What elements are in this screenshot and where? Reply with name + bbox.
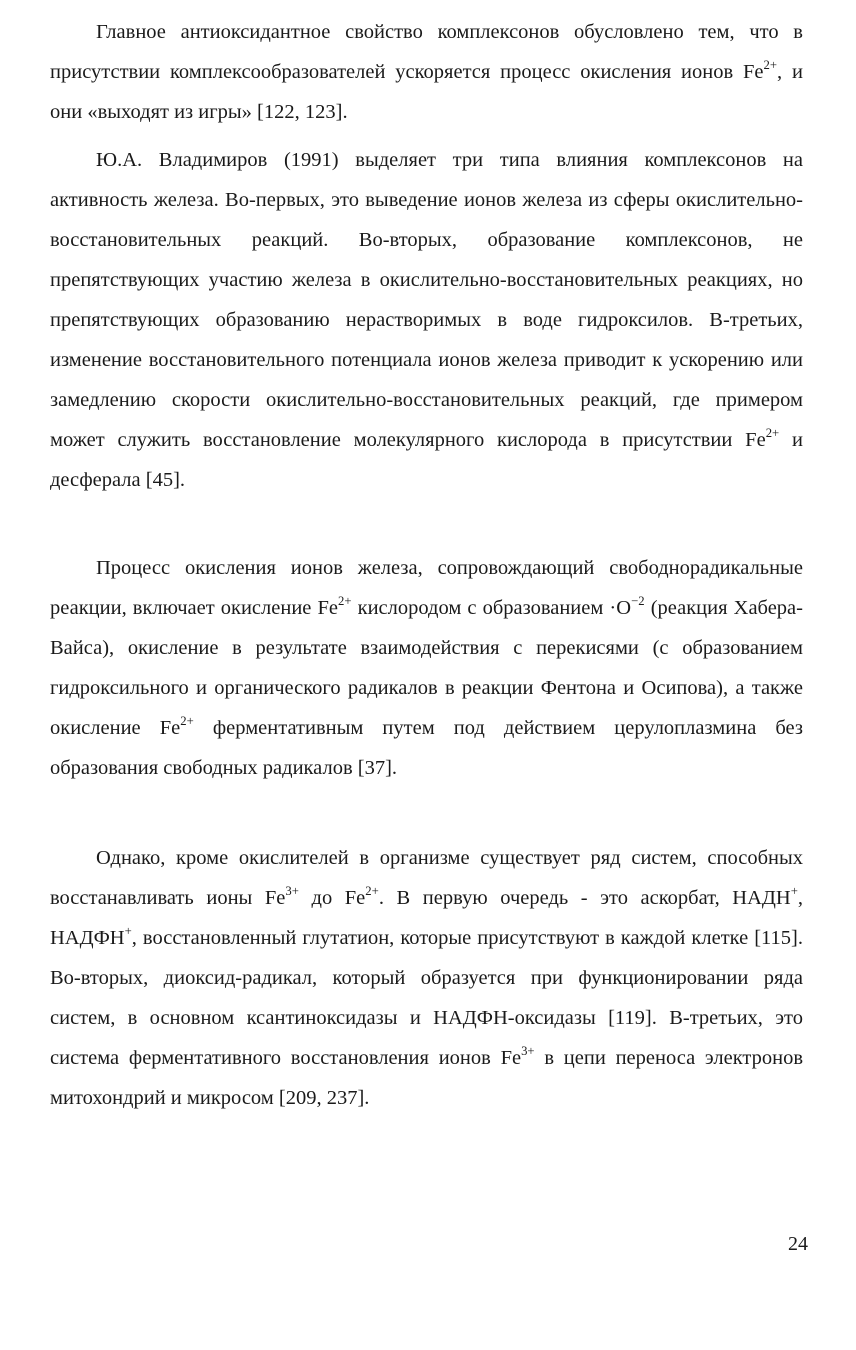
superscript: 3+	[285, 883, 299, 898]
text-segment: Главное антиоксидантное свойство комплексонов обусловлено тем, что в присутствии комплексообразователей ускоряется процесс окисления ионов Fe	[50, 21, 803, 83]
paragraph-4	[50, 838, 803, 1118]
text-segment: и десферала [45].	[50, 429, 803, 491]
text-segment: ферментативным путем под действием церулоплазмина без образования свободных радикалов [37].	[50, 717, 803, 779]
text-segment: кислородом с образованием ·O	[351, 597, 632, 619]
text-segment: (реакция Хабера-Вайса), окисление в результате взаимодействия с перекисями (с образованием гидроксильного и органического радикалов в реакции Фентона и Осипова), а также окисление Fe	[50, 597, 803, 739]
superscript: −2	[631, 593, 645, 608]
superscript: 2+	[180, 713, 194, 728]
text-segment: в цепи переноса электронов митохондрий и микросом [209, 237].	[50, 1047, 803, 1109]
superscript: 2+	[365, 883, 379, 898]
text-segment: до Fe	[298, 887, 366, 909]
superscript: +	[124, 923, 132, 938]
superscript: 2+	[337, 593, 352, 608]
text-segment: , и они «выходят из игры» [122, 123].	[50, 61, 803, 123]
superscript: 2+	[763, 57, 778, 72]
paragraph-1	[50, 12, 803, 132]
superscript: +	[790, 883, 798, 898]
text-segment: . В первую очередь - это аскорбат, НАДН	[378, 887, 791, 909]
text-segment: , НАДФН	[50, 887, 803, 949]
superscript: 3+	[521, 1043, 535, 1058]
text-segment: , восстановленный глутатион, которые присутствуют в каждой клетке [115]. Во-вторых, диоксид-радикал, который образуется при функционировании ряда систем, в основном ксантиноксидазы и НАДФН-оксидазы [119]. В-третьих, это система ферментативного восстановления ионов Fe	[50, 927, 803, 1069]
superscript: 2+	[765, 425, 780, 440]
text-segment: Ю.А. Владимиров (1991) выделяет три типа влияния комплексонов на активность железа. Во-первых, это выведение ионов железа из сферы окислительно-восстановительных реакций. Во-вторых, образование комплексонов, не препятствующих участию железа в окислительно-восстановительных реакциях, но препятствующих образованию нерастворимых в воде гидроксилов. В-третьих, изменение восстановительного потенциала ионов железа приводит к ускорению или замедлению скорости окислительно-восстановительных реакций, где примером может служить восстановление молекулярного кислорода в присутствии Fe	[50, 149, 803, 451]
page-number: 24	[788, 1233, 808, 1255]
paragraph-3	[50, 548, 803, 788]
text-segment: Однако, кроме окислителей в организме существует ряд систем, способных восстанавливать ионы Fe	[50, 847, 803, 909]
text-segment: Процесс окисления ионов железа, сопровождающий свободнорадикальные реакции, включает окисление Fe	[50, 557, 803, 619]
paragraph-2	[50, 140, 803, 500]
